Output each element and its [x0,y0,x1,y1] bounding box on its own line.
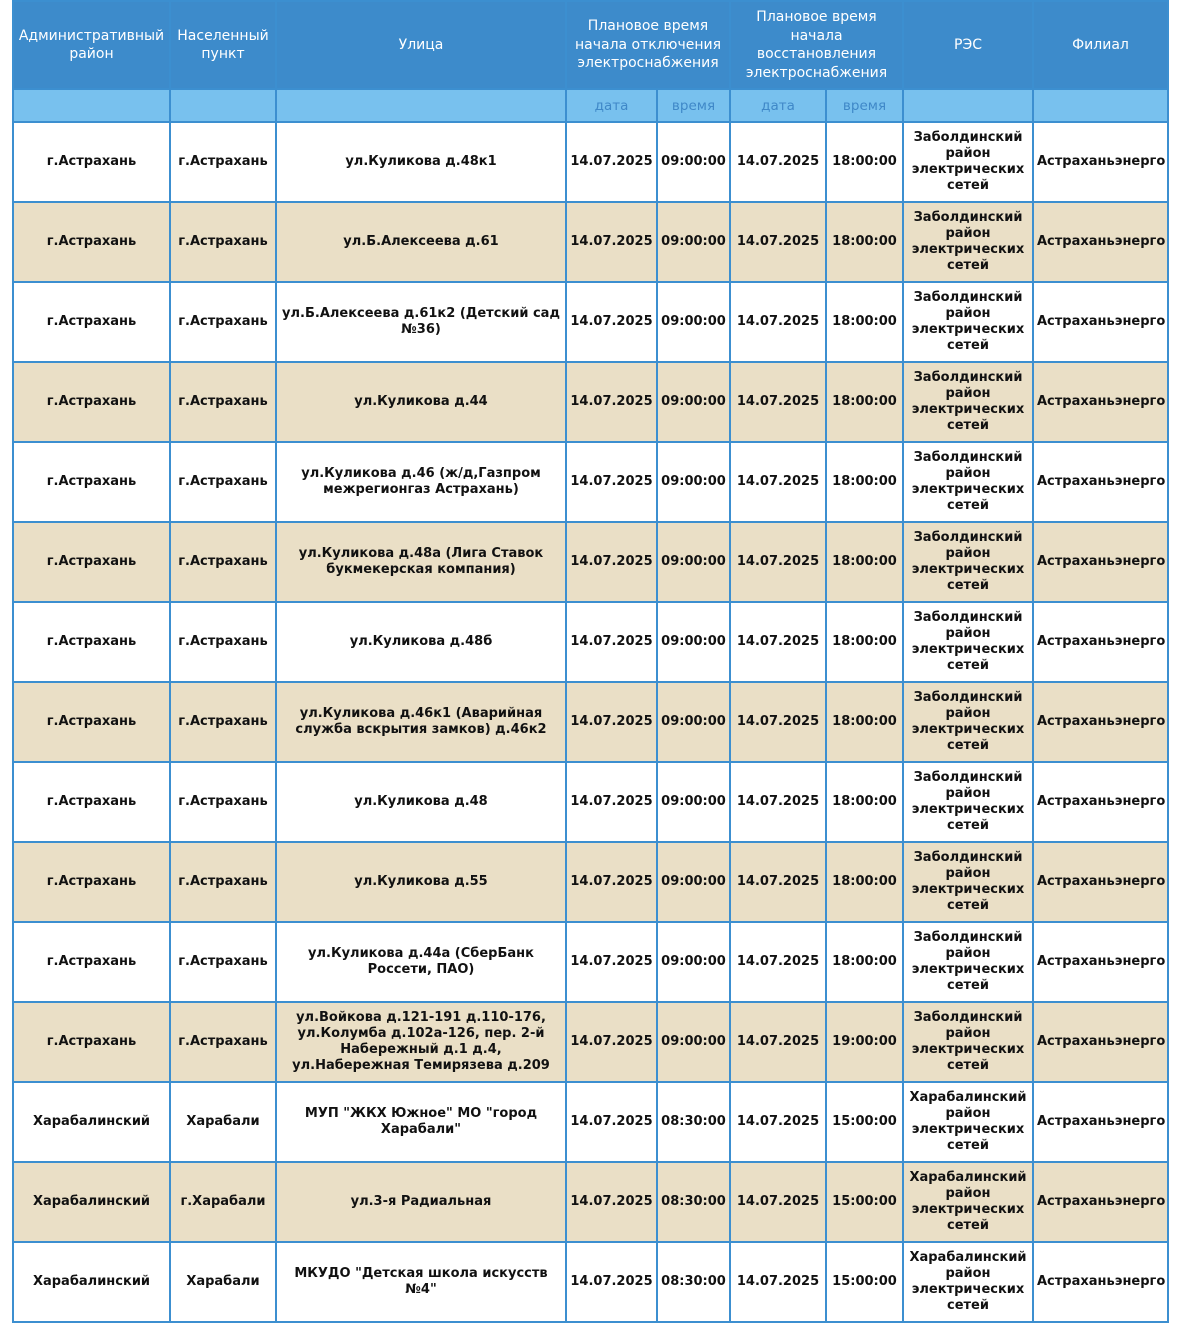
cell-res: Заболдинский район электрических сетей [903,1002,1033,1082]
cell-street: ул.Куликова д.55 [276,842,566,922]
table-row [13,762,1168,842]
cell-res: Заболдинский район электрических сетей [903,602,1033,682]
cell-res: Заболдинский район электрических сетей [903,442,1033,522]
cell-start-date: 14.07.2025 [566,1162,657,1242]
cell-start-time: 09:00:00 [657,362,730,442]
cell-branch: Астраханьэнерго [1033,1242,1168,1322]
cell-district: г.Астрахань [13,282,170,362]
cell-end-time: 15:00:00 [826,1242,903,1322]
cell-district: Харабалинский [13,1162,170,1242]
cell-locality: г.Астрахань [170,602,276,682]
cell-start-date: 14.07.2025 [566,362,657,442]
cell-branch: Астраханьэнерго [1033,362,1168,442]
subheader-row [13,89,1168,122]
cell-end-time: 18:00:00 [826,682,903,762]
table-row [13,682,1168,762]
cell-locality: г.Астрахань [170,1002,276,1082]
table-row [13,282,1168,362]
cell-end-date: 14.07.2025 [730,602,826,682]
cell-start-time: 08:30:00 [657,1162,730,1242]
cell-district: г.Астрахань [13,362,170,442]
cell-branch: Астраханьэнерго [1033,842,1168,922]
cell-district: г.Астрахань [13,762,170,842]
cell-street: ул.Куликова д.48 [276,762,566,842]
cell-district: г.Астрахань [13,122,170,202]
subheader-end-time: время [826,89,903,122]
cell-district: г.Астрахань [13,522,170,602]
cell-end-time: 18:00:00 [826,602,903,682]
table-row [13,442,1168,522]
cell-start-time: 09:00:00 [657,762,730,842]
cell-res: Заболдинский район электрических сетей [903,122,1033,202]
subheader-empty [170,89,276,122]
cell-start-date: 14.07.2025 [566,762,657,842]
subheader-start-time: время [657,89,730,122]
cell-start-time: 09:00:00 [657,922,730,1002]
cell-end-time: 18:00:00 [826,442,903,522]
subheader-empty [13,89,170,122]
cell-res: Харабалинский район электрических сетей [903,1242,1033,1322]
cell-district: г.Астрахань [13,202,170,282]
subheader-empty [903,89,1033,122]
cell-start-date: 14.07.2025 [566,1082,657,1162]
cell-start-date: 14.07.2025 [566,682,657,762]
cell-start-date: 14.07.2025 [566,1242,657,1322]
cell-branch: Астраханьэнерго [1033,762,1168,842]
cell-end-date: 14.07.2025 [730,1162,826,1242]
cell-res: Заболдинский район электрических сетей [903,202,1033,282]
table-row [13,842,1168,922]
column-header-street: Улица [276,1,566,89]
cell-locality: г.Астрахань [170,842,276,922]
cell-start-time: 09:00:00 [657,442,730,522]
table-row [13,202,1168,282]
cell-start-time: 09:00:00 [657,122,730,202]
cell-end-time: 18:00:00 [826,282,903,362]
cell-start-time: 09:00:00 [657,282,730,362]
cell-end-time: 15:00:00 [826,1082,903,1162]
cell-start-time: 09:00:00 [657,682,730,762]
column-header-restore-start: Плановое время начала восстановления электроснабжения [730,1,903,89]
cell-locality: г.Астрахань [170,922,276,1002]
cell-locality: г.Астрахань [170,522,276,602]
cell-street: ул.Б.Алексеева д.61к2 (Детский сад №36) [276,282,566,362]
cell-street: МУП "ЖКХ Южное" МО "город Харабали" [276,1082,566,1162]
cell-end-time: 18:00:00 [826,842,903,922]
cell-end-time: 18:00:00 [826,122,903,202]
cell-res: Заболдинский район электрических сетей [903,762,1033,842]
cell-end-time: 18:00:00 [826,762,903,842]
table-row [13,362,1168,442]
cell-locality: г.Астрахань [170,282,276,362]
cell-start-date: 14.07.2025 [566,842,657,922]
table-row [13,522,1168,602]
cell-district: г.Астрахань [13,602,170,682]
table-row [13,922,1168,1002]
cell-end-time: 19:00:00 [826,1002,903,1082]
cell-start-time: 09:00:00 [657,602,730,682]
cell-end-date: 14.07.2025 [730,682,826,762]
cell-end-date: 14.07.2025 [730,842,826,922]
cell-end-date: 14.07.2025 [730,1082,826,1162]
cell-end-date: 14.07.2025 [730,122,826,202]
cell-res: Заболдинский район электрических сетей [903,922,1033,1002]
table-row [13,1162,1168,1242]
column-header-locality: Населенный пункт [170,1,276,89]
column-header-district: Административный район [13,1,170,89]
cell-locality: г.Харабали [170,1162,276,1242]
subheader-end-date: дата [730,89,826,122]
subheader-empty [1033,89,1168,122]
cell-branch: Астраханьэнерго [1033,202,1168,282]
cell-branch: Астраханьэнерго [1033,1002,1168,1082]
cell-end-date: 14.07.2025 [730,1002,826,1082]
cell-branch: Астраханьэнерго [1033,602,1168,682]
cell-district: г.Астрахань [13,1002,170,1082]
cell-locality: г.Астрахань [170,682,276,762]
table-row [13,1002,1168,1082]
cell-start-time: 08:30:00 [657,1082,730,1162]
cell-branch: Астраханьэнерго [1033,282,1168,362]
cell-start-date: 14.07.2025 [566,522,657,602]
cell-end-time: 15:00:00 [826,1162,903,1242]
cell-start-date: 14.07.2025 [566,122,657,202]
cell-end-date: 14.07.2025 [730,762,826,842]
cell-district: г.Астрахань [13,922,170,1002]
cell-end-date: 14.07.2025 [730,362,826,442]
cell-start-date: 14.07.2025 [566,442,657,522]
cell-start-time: 09:00:00 [657,842,730,922]
cell-end-date: 14.07.2025 [730,202,826,282]
cell-district: Харабалинский [13,1082,170,1162]
cell-end-date: 14.07.2025 [730,282,826,362]
cell-res: Заболдинский район электрических сетей [903,522,1033,602]
cell-end-time: 18:00:00 [826,202,903,282]
cell-locality: Харабали [170,1082,276,1162]
cell-street: ул.Куликова д.48а (Лига Ставок букмекерская компания) [276,522,566,602]
cell-branch: Астраханьэнерго [1033,1082,1168,1162]
cell-res: Харабалинский район электрических сетей [903,1162,1033,1242]
cell-start-date: 14.07.2025 [566,922,657,1002]
cell-start-date: 14.07.2025 [566,602,657,682]
cell-street: ул.Куликова д.46 (ж/д,Газпром межрегионгаз Астрахань) [276,442,566,522]
cell-street: МКУДО "Детская школа искусств №4" [276,1242,566,1322]
cell-street: ул.Войкова д.121-191 д.110-176, ул.Колумба д.102а-126, пер. 2-й Набережный д.1 д.4, ул.Набережная Темирязева д.209 [276,1002,566,1082]
cell-start-time: 09:00:00 [657,522,730,602]
cell-locality: г.Астрахань [170,362,276,442]
outage-schedule-table [12,0,1169,1323]
cell-branch: Астраханьэнерго [1033,122,1168,202]
column-header-branch: Филиал [1033,1,1168,89]
cell-start-time: 08:30:00 [657,1242,730,1322]
subheader-start-date: дата [566,89,657,122]
cell-locality: г.Астрахань [170,202,276,282]
cell-locality: Харабали [170,1242,276,1322]
cell-end-date: 14.07.2025 [730,522,826,602]
cell-district: г.Астрахань [13,442,170,522]
cell-end-date: 14.07.2025 [730,442,826,522]
cell-start-date: 14.07.2025 [566,202,657,282]
column-header-res: РЭС [903,1,1033,89]
table-row [13,602,1168,682]
cell-branch: Астраханьэнерго [1033,682,1168,762]
cell-res: Заболдинский район электрических сетей [903,682,1033,762]
cell-res: Заболдинский район электрических сетей [903,362,1033,442]
subheader-empty [276,89,566,122]
cell-district: г.Астрахань [13,682,170,762]
cell-street: ул.Б.Алексеева д.61 [276,202,566,282]
table-row [13,1082,1168,1162]
cell-locality: г.Астрахань [170,762,276,842]
cell-res: Харабалинский район электрических сетей [903,1082,1033,1162]
cell-street: ул.Куликова д.46к1 (Аварийная служба вскрытия замков) д.46к2 [276,682,566,762]
cell-district: Харабалинский [13,1242,170,1322]
cell-district: г.Астрахань [13,842,170,922]
cell-start-date: 14.07.2025 [566,282,657,362]
cell-branch: Астраханьэнерго [1033,1162,1168,1242]
cell-branch: Астраханьэнерго [1033,922,1168,1002]
header-row [13,1,1168,89]
table-row [13,122,1168,202]
cell-street: ул.Куликова д.44а (СберБанк Россети, ПАО) [276,922,566,1002]
column-header-outage-start: Плановое время начала отключения электроснабжения [566,1,730,89]
cell-start-time: 09:00:00 [657,202,730,282]
cell-street: ул.Куликова д.48к1 [276,122,566,202]
cell-street: ул.Куликова д.44 [276,362,566,442]
cell-end-date: 14.07.2025 [730,1242,826,1322]
cell-end-date: 14.07.2025 [730,922,826,1002]
cell-locality: г.Астрахань [170,122,276,202]
cell-street: ул.3-я Радиальная [276,1162,566,1242]
cell-street: ул.Куликова д.48б [276,602,566,682]
cell-end-time: 18:00:00 [826,922,903,1002]
cell-end-time: 18:00:00 [826,362,903,442]
table-row [13,1242,1168,1322]
cell-start-date: 14.07.2025 [566,1002,657,1082]
cell-res: Заболдинский район электрических сетей [903,282,1033,362]
cell-start-time: 09:00:00 [657,1002,730,1082]
cell-locality: г.Астрахань [170,442,276,522]
cell-res: Заболдинский район электрических сетей [903,842,1033,922]
cell-branch: Астраханьэнерго [1033,522,1168,602]
cell-branch: Астраханьэнерго [1033,442,1168,522]
cell-end-time: 18:00:00 [826,522,903,602]
